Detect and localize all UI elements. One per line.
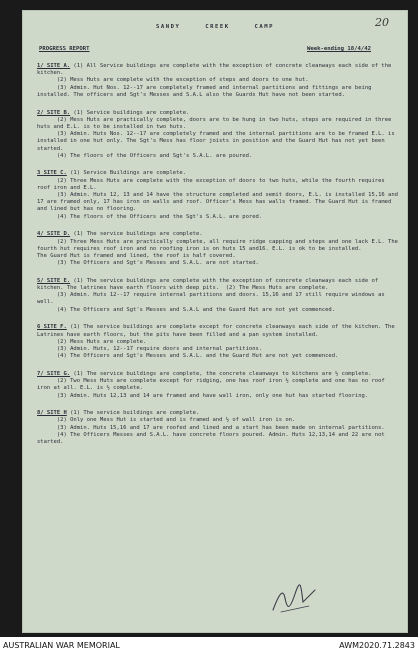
site-section xyxy=(37,324,399,360)
site-text: (1) Service Buildings are complete. (2) Three Mess Huts are complete with the exception of doors to two huts, while the fourth requires roof iron and E.L. (3) Admin. Huts 12, 13 and 14 have the structure completed and semit doors, E.L. is installed 15,16 and 17 are framed only, 17 has iron on walls and roof. Officer's Mess has walls framed. The Guard Hut is framed and lined but has no flooring. (4) The floors of the Officers and the Sgt's S.A.L. are pored. xyxy=(37,170,398,220)
site-label: 3 SITE C. xyxy=(37,170,67,177)
report-sections xyxy=(37,63,399,457)
header-word: CREEK xyxy=(205,24,230,30)
site-text: (1) All Service buildings are complete with the exception of concrete cleanways each side of the kitchen. (2) Mess Huts are complete with the exception of steps and doors to one hut. (3) Admin. Hut Nos. 12--17 are completely framed and internal partitions and fittings are being installed. The officers and Sgt's Messes and S.A.L also the Guards Hut have not been started. xyxy=(37,63,392,98)
site-section xyxy=(37,63,399,99)
document-sheet xyxy=(22,10,408,633)
site-label: 1/ SITE A. xyxy=(37,63,71,69)
site-section xyxy=(37,278,399,314)
archive-reference: AWM2020.71.2843 xyxy=(339,641,415,650)
site-section xyxy=(37,231,399,267)
handwritten-signature xyxy=(269,584,319,616)
site-label: 4/ SITE D. xyxy=(37,231,71,238)
site-text: (1) The service buildings are complete, the concrete cleanways to kitchens are ½ complete. (2) Two Mess Huts are complete except for ridging, one has roof iron ½ complete and one has no roof iron at all. E.L. is ½ complete. (3) Admin. Huts 12,13 and 14 are framed and have wall iron, only one hut has started flooring. xyxy=(37,370,385,399)
site-label: 6 SITE F. xyxy=(37,324,67,331)
header-word: SANDY xyxy=(156,24,181,30)
site-label: 8/ SITE H xyxy=(37,410,67,417)
archive-footer xyxy=(0,637,418,653)
site-text: (1) The service buildings are complete. (2) Only one Mess Hut is started and is framed and ½ of wall iron is on. (3) Admin. Huts 15,16 and 17 are roofed and lined and a start has been made on internal partitions. (4) The Officers Messes and S.A.L. have concrete floors poured. Admin. Huts 12,13,14 and 22 are not started. xyxy=(37,410,385,446)
site-text: (1) Service buildings are complete. (2) Mess Huts are practically complete, doors are to be hung in two huts, steps are required in three huts and E.L. is to be installed in two huts. (3) Admin. Huts Nos. 12--17 are completely framed and the internal partitions are to be framed E.L. is installed in one hut only. The Sgt's Mess has floor joists in position and the Guard Hut has not yet been started. (4) The floors of the Officers and Sgt's S.A.L. are poured. xyxy=(37,109,395,159)
week-ending: Week-ending 18/4/42 xyxy=(307,46,371,52)
site-text: (1) The service buildings are complete except for concrete cleanways each side of the kitchen. The Latrines have earth floors, but the pits have been filled and a pan system installed. (2) Mess Huts are complete. (3) Admin. Huts, 12--17 require doors and internal partitions. (4) The Officers and Sgt's Messes and S.A.L. and the Guard Hut are not yet commenced. xyxy=(37,324,395,360)
header-word: CAMP xyxy=(254,24,274,30)
site-text: (1) The service buildings are complete with the exception of concrete cleanways each side of kitchen. The latrines have earth floors with deep pits. (2) The Mess Huts are complete. (3) Admin. Huts 12--17 require internal partitions and doors. 15,16 and 17 still require windows as well. (4) The Officers and Sgt's Messes and S.A.L and the Guard Hut are not yet commenced. xyxy=(37,277,385,313)
site-label: 2/ SITE B. xyxy=(37,109,71,116)
archive-name: AUSTRALIAN WAR MEMORIAL xyxy=(3,641,120,650)
site-section xyxy=(37,410,399,446)
report-title: PROGRESS REPORT xyxy=(39,46,90,52)
document-header xyxy=(23,24,407,30)
site-section xyxy=(37,170,399,220)
page-number: 20 xyxy=(375,16,389,29)
site-label: 5/ SITE E. xyxy=(37,277,71,284)
site-section xyxy=(37,110,399,160)
site-text: (1) The service buildings are complete. (2) Three Mess Huts are practically complete, all require ridge capping and steps and one lack E.L. The fourth hut requires roof iron and no roofing iron is on huts 15 and16. E.L. is ok to be installed. The Guard Hut is framed and lined, the roof is half covered. (3) The Officers and Sgt's Messes and S.A.L. are not started. xyxy=(37,231,398,267)
site-section xyxy=(37,371,399,400)
site-label: 7/ SITE G. xyxy=(37,370,71,377)
